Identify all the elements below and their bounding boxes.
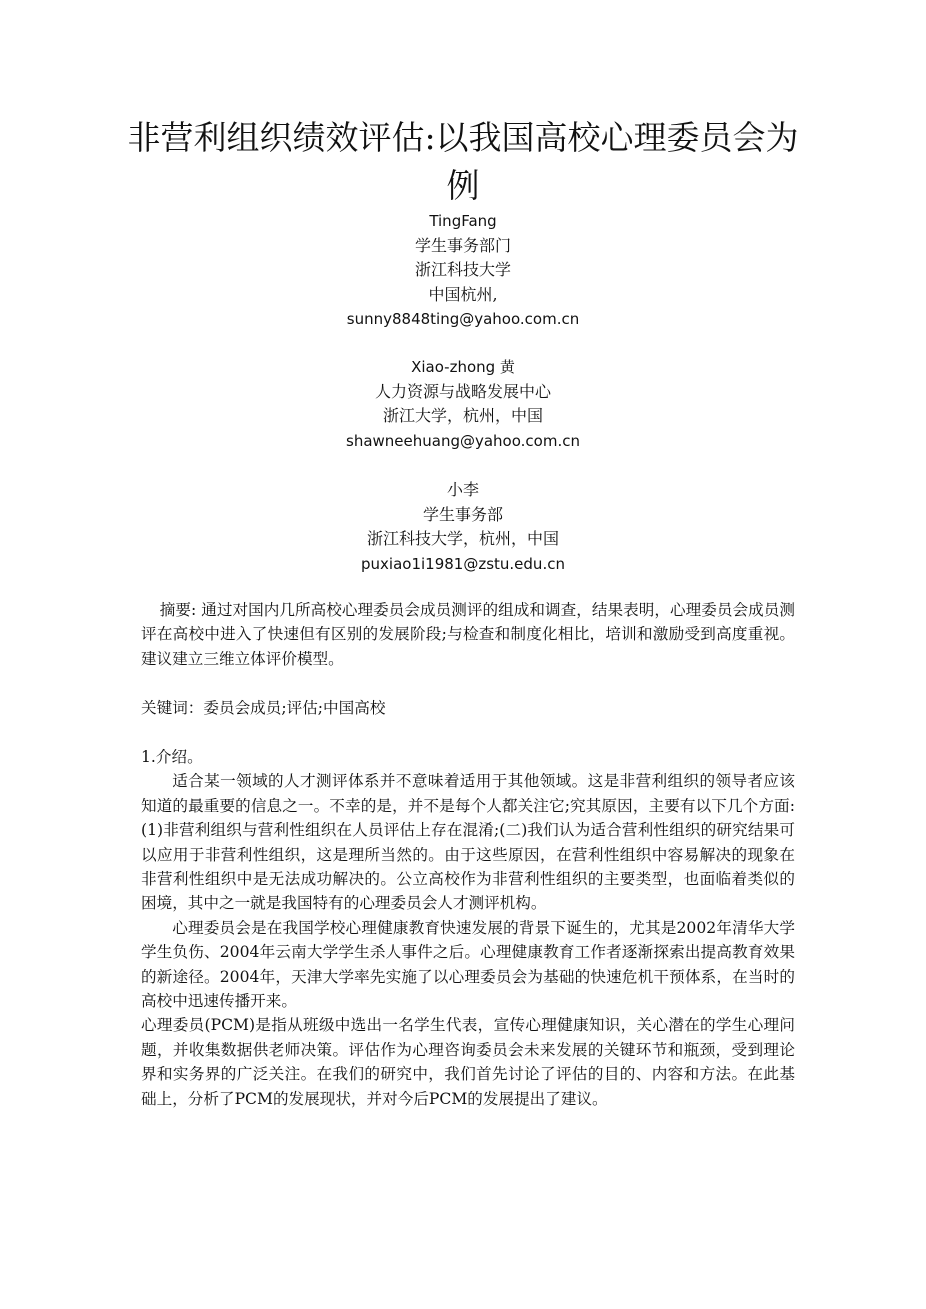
author-name: TingFang — [429, 212, 497, 230]
author-email: puxiao1i1981@zstu.edu.cn — [361, 554, 565, 573]
paper-title: 非营利组织绩效评估:以我国高校心理委员会为例 — [127, 118, 799, 205]
author-location: 中国杭州, — [428, 284, 498, 304]
author-department: 学生事务部门 — [414, 235, 511, 255]
author-affiliation: 浙江大学，杭州，中国 — [382, 406, 543, 426]
author-block-1 — [150, 209, 776, 332]
abstract-text: 通过对国内几所高校心理委员会成员测评的组成和调查，结果表明，心理委员会成员测评在高校中进入了快速但有区别的发展阶段;与检查和制度化相比，培训和激励受到高度重视。建议建立三维立体评价模型。 — [141, 601, 795, 668]
body-paragraph-3: 心理委员(PCM)是指从班级中选出一名学生代表，宣传心理健康知识，关心潜在的学生心理问题，并收集数据供老师决策。评估作为心理咨询委员会未来发展的关键环节和瓶颈，受到理论界和实务界的广泛关注。在我们的研究中，我们首先讨论了评估的目的、内容和方法。在此基础上，分析了PCM的发展现状，并对今后PCM的发展提出了建议。 — [141, 1016, 795, 1108]
author-name: 小李 — [446, 480, 479, 499]
body-paragraph-2: 心理委员会是在我国学校心理健康教育快速发展的背景下诞生的，尤其是2002年清华大学学生负伤、2004年云南大学学生杀人事件之后。心理健康教育工作者逐渐探索出提高教育效果的新途径。2004年，天津大学率先实施了以心理委员会为基础的快速危机干预体系，在当时的高校中迅速传播开来。 — [141, 918, 795, 1011]
keywords-text: 委员会成员;评估;中国高校 — [203, 699, 386, 717]
keywords-line — [141, 696, 795, 720]
author-email: shawneehuang@yahoo.com.cn — [346, 431, 580, 450]
author-block-3 — [150, 478, 776, 576]
author-email: sunny8848ting@yahoo.com.cn — [346, 310, 580, 329]
keywords-label: 关键词： — [141, 699, 204, 717]
author-department: 人力资源与战略发展中心 — [374, 381, 551, 401]
body-paragraph-1: 适合某一领域的人才测评体系并不意味着适用于其他领域。这是非营利组织的领导者应该知道的最重要的信息之一。不幸的是，并不是每个人都关注它;究其原因，主要有以下几个方面:(1)非营利组织与营利性组织在人员评估上存在混淆;(二)我们认为适合营利性组织的研究结果可以应用于非营利性组织，这是理所当然的。由于这些原因，在营利性组织中容易解决的现象在非营利性组织中是无法成功解决的。公立高校作为非营利性组织的主要类型，也面临着类似的困境，其中之一就是我国特有的心理委员会人才测评机构。 — [141, 772, 795, 913]
author-affiliation: 浙江科技大学，杭州，中国 — [366, 529, 559, 549]
author-name-text: Xiao-zhong 黄 — [411, 358, 515, 376]
keywords — [141, 696, 795, 720]
author-affiliation: 浙江科技大学 — [414, 260, 511, 280]
author-department: 学生事务部 — [422, 504, 503, 524]
author-block-2 — [150, 355, 776, 453]
abstract-paragraph — [141, 598, 795, 671]
section-heading: 1.介绍。 — [141, 748, 203, 766]
abstract-label: 摘要: — [159, 601, 197, 619]
abstract — [141, 598, 795, 671]
author-name — [150, 355, 776, 380]
section-introduction — [141, 745, 795, 1111]
